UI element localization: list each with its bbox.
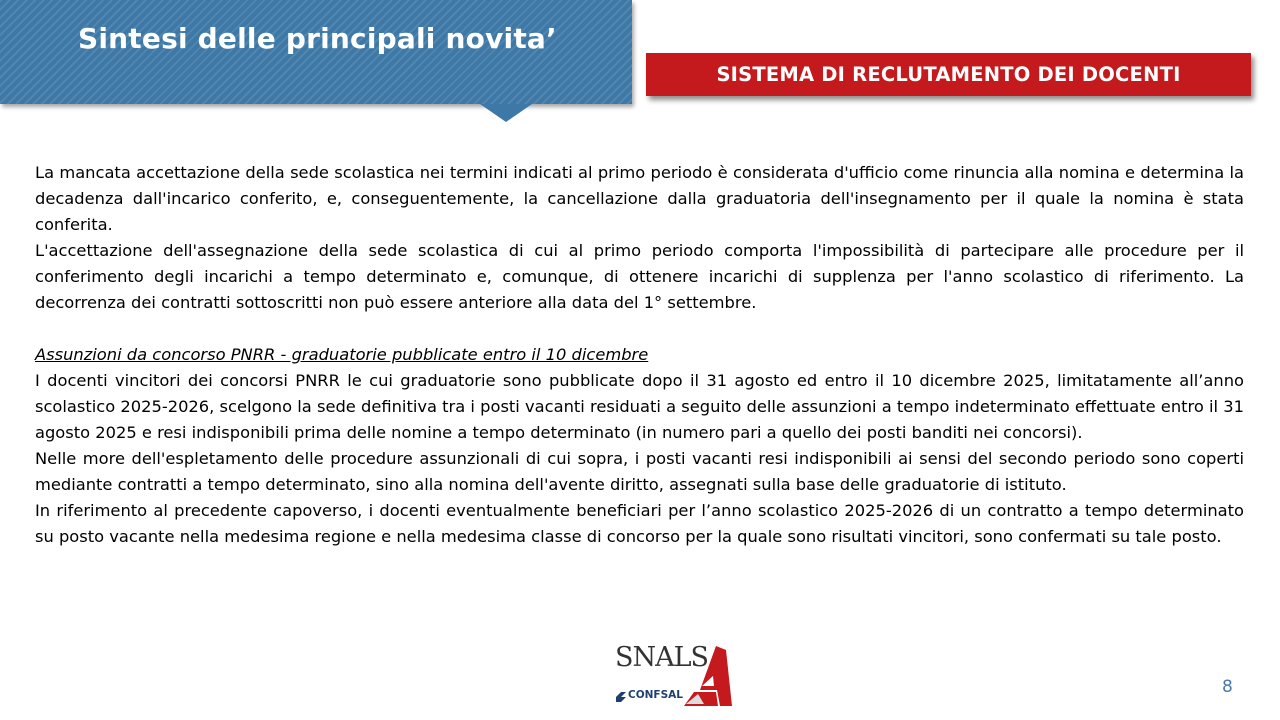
snals-logo: [614, 644, 738, 708]
slide-body: [35, 160, 1244, 550]
logo-mark-icon: [680, 646, 734, 708]
paragraph: In riferimento al precedente capoverso, i docenti eventualmente beneficiari per l’anno scolastico 2025-2026 di un contratto a tempo determinato su posto vacante nella medesima regione e nella medesima classe di concorso per la quale sono risultati vincitori, sono confermati su tale posto.: [35, 501, 1244, 546]
paragraph: La mancata accettazione della sede scolastica nei termini indicati al primo periodo è considerata d'ufficio come rinuncia alla nomina e determina la decadenza dall'incarico conferito, e, conseguentemente, la cancellazione dalla graduatoria dell'insegnamento per il quale la nomina è stata conferita.: [35, 163, 1244, 234]
logo-confsal: CONFSAL: [628, 689, 683, 701]
paragraph-spacer: [35, 316, 1244, 342]
confsal-icon: [616, 691, 627, 702]
paragraph: I docenti vincitori dei concorsi PNRR le cui graduatorie sono pubblicate dopo il 31 agosto ed entro il 10 dicembre 2025, limitatamente all’anno scolastico 2025-2026, scelgono la sede definitiva tra i posti vacanti residuati a seguito delle assunzioni a tempo indeterminato effettuate entro il 31 agosto 2025 e resi indisponibili prima delle nomine a tempo determinato (in numero pari a quello dei posti banditi nei concorsi).: [35, 371, 1244, 442]
subheading: Assunzioni da concorso PNRR - graduatorie pubblicate entro il 10 dicembre: [35, 345, 649, 364]
paragraph: L'accettazione dell'assegnazione della sede scolastica di cui al primo periodo comporta l'impossibilità di partecipare alle procedure per il conferimento degli incarichi a tempo determinato e, comunque, di ottenere incarichi di supplenza per l'anno scolastico di riferimento. La decorrenza dei contratti sottoscritti non può essere anteriore alla data del 1° settembre.: [35, 241, 1244, 312]
title-banner: [0, 0, 632, 104]
section-label: SISTEMA DI RECLUTAMENTO DEI DOCENTI: [646, 53, 1251, 96]
page-number: 8: [1222, 677, 1233, 697]
slide-title: Sintesi delle principali novita’: [78, 22, 557, 55]
paragraph: Nelle more dell'espletamento delle procedure assunzionali di cui sopra, i posti vacanti resi indisponibili ai sensi del secondo periodo sono coperti mediante contratti a tempo determinato, sino alla nomina dell'avente diritto, assegnati sulla base delle graduatorie di istituto.: [35, 449, 1244, 494]
logo-wordmark: SNALS: [615, 642, 709, 673]
banner-pointer: [480, 104, 532, 122]
